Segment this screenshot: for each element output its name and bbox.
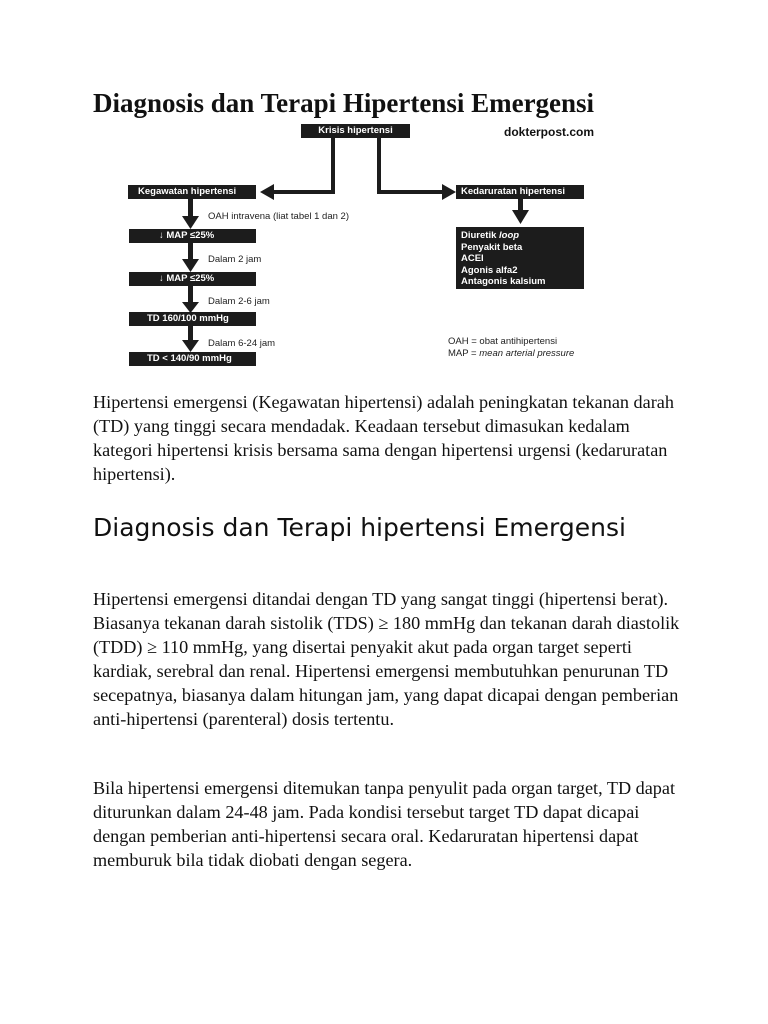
- drug-item: Agonis alfa2: [461, 264, 518, 276]
- step-box-1: ↓ MAP ≤25%: [129, 229, 256, 243]
- section-heading: Diagnosis dan Terapi hipertensi Emergensi: [93, 513, 626, 542]
- step-note-4: Dalam 6-24 jam: [208, 338, 276, 349]
- arrow-to-left-branch: [268, 138, 333, 192]
- box-kegawatan-hipertensi: Kegawatan hipertensi: [128, 185, 256, 199]
- flowchart-figure: [0, 0, 768, 380]
- step-box-4: TD < 140/90 mmHg: [129, 352, 256, 366]
- section-paragraph-2: Bila hipertensi emergensi ditemukan tanpa penyulit pada organ target, TD dapat diturunkan dalam 24-48 jam. Pada kondisi tersebut target TD dapat dicapai dengan pemberian anti-hipertensi secara oral. Kedaruratan hipertensi dapat memburuk bila tidak diobati dengan segera.: [93, 778, 676, 870]
- step-note-2: Dalam 2 jam: [208, 254, 262, 265]
- legend-line-map: MAP = mean arterial pressure: [448, 348, 575, 359]
- page-title: Diagnosis dan Terapi Hipertensi Emergensi: [93, 88, 595, 118]
- section-paragraph-1: Hipertensi emergensi ditandai dengan TD yang sangat tinggi (hipertensi berat). Biasanya tekanan darah sistolik (TDS) ≥ 180 mmHg dan tekanan darah diastolik (TDD) ≥ 110 mmHg, yang disertai penyakit akut pada organ target seperti kardiak, serebral dan renal. Hipertensi emergensi membutuhkan penurunan TD secepatnya, biasanya dalam hitungan jam, yang dapat dicapai dengan pemberian anti-hipertensi (parenteral) dosis tertentu.: [93, 589, 680, 729]
- drug-item: Diuretik loop: [461, 230, 520, 241]
- box-krisis-hipertensi: Krisis hipertensi: [301, 124, 410, 138]
- drug-list-box: [456, 227, 584, 289]
- drug-item: Antagonis kalsium: [461, 276, 546, 287]
- legend-line-oah: OAH = obat antihipertensi: [448, 336, 558, 347]
- step-note-3: Dalam 2-6 jam: [208, 296, 270, 307]
- intro-paragraph: Hipertensi emergensi (Kegawatan hipertensi) adalah peningkatan tekanan darah (TD) yang tinggi secara mendadak. Keadaan tersebut dimasukan kedalam kategori hipertensi krisis bersama sama dengan hipertensi urgensi (kedaruratan hipertensi).: [93, 392, 674, 484]
- drug-item: ACEI: [461, 253, 484, 264]
- flowchart-arrows: [0, 0, 768, 380]
- step-box-3: TD 160/100 mmHg: [129, 312, 256, 326]
- flowchart-legend: [448, 336, 574, 360]
- arrow-left-2: [188, 243, 193, 261]
- drug-item: Penyakit beta: [461, 241, 523, 253]
- box-kedaruratan-hipertensi: Kedaruratan hipertensi: [456, 185, 584, 199]
- arrow-to-right-branch: [379, 138, 448, 192]
- step-box-2: ↓ MAP ≤25%: [129, 272, 256, 286]
- step-note-1: OAH intravena (liat tabel 1 dan 2): [208, 211, 349, 222]
- brand-label: dokterpost.com: [504, 125, 595, 139]
